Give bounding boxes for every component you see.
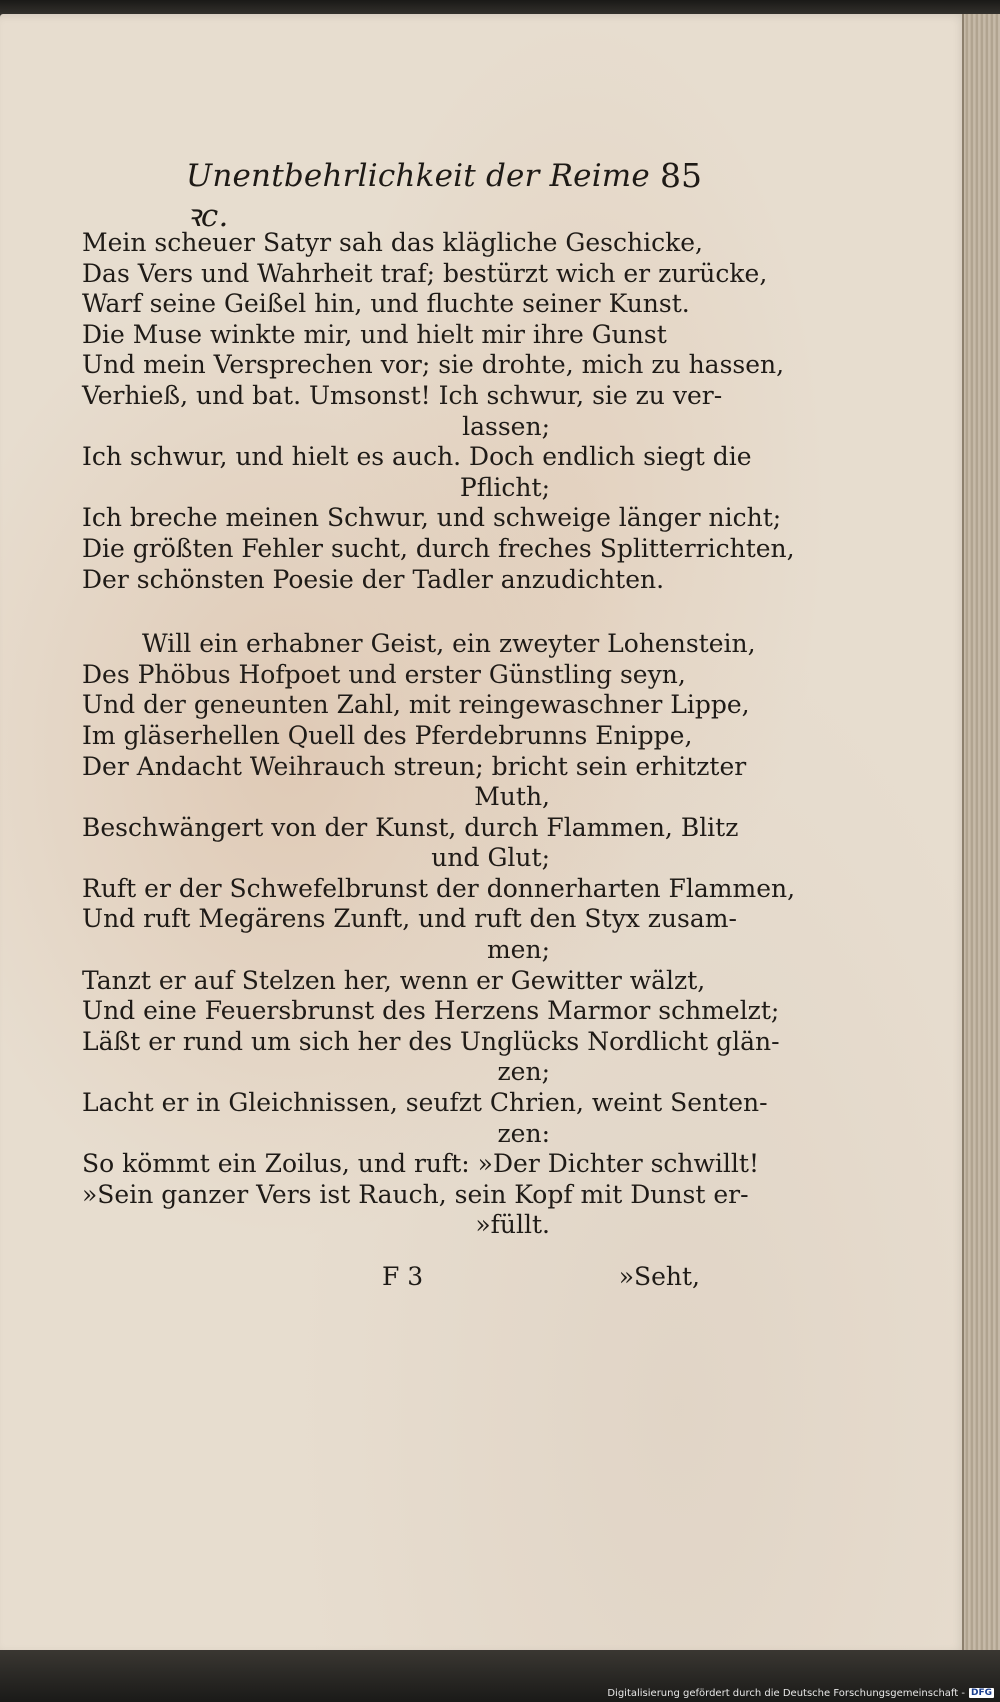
text-line: Ruft er der Schwefelbrunst der donnerharten Flammen,: [82, 873, 796, 903]
stanza-break: [82, 595, 700, 629]
text-line-continuation: »füllt.: [475, 1210, 550, 1240]
text-line: Und der geneunten Zahl, mit reingewaschner Lippe,: [82, 690, 750, 720]
text-line: Warf seine Geißel hin, und fluchte seiner Kunst.: [82, 289, 690, 319]
signature-mark: F 3: [382, 1262, 424, 1291]
poem-text: [82, 228, 796, 1241]
text-line: Und ruft Megärens Zunft, und ruft den Styx zusam-: [82, 904, 737, 934]
text-line: Des Phöbus Hofpoet und erster Günstling seyn,: [82, 659, 686, 689]
text-line: Und mein Versprechen vor; sie drohte, mich zu hassen,: [82, 350, 785, 380]
text-line: Beschwängert von der Kunst, durch Flammen, Blitz: [82, 812, 739, 842]
text-line: Läßt er rund um sich her des Unglücks Nordlicht glän-: [82, 1026, 780, 1056]
text-line: Die größten Fehler sucht, durch freches Splitterrichten,: [82, 533, 795, 563]
text-line: »Sein ganzer Vers ist Rauch, sein Kopf mit Dunst er-: [82, 1179, 749, 1209]
text-line-continuation: zen;: [497, 1057, 550, 1087]
text-line: So kömmt ein Zoilus, und ruft: »Der Dichter schwillt!: [82, 1149, 760, 1179]
page-number: 85: [660, 156, 702, 195]
text-line-continuation: zen:: [497, 1118, 550, 1148]
text-line: Im gläserhellen Quell des Pferdebrunns Enippe,: [82, 720, 693, 750]
text-line-continuation: Muth,: [474, 782, 550, 812]
text-line: Der Andacht Weihrauch streun; bricht sein erhitzter: [82, 751, 747, 781]
dfg-logo: DFG: [970, 1688, 992, 1698]
text-line: Tanzt er auf Stelzen her, wenn er Gewitter wälzt,: [82, 965, 706, 995]
credit-text: Digitalisierung gefördert durch die Deutsche Forschungsgemeinschaft -: [607, 1687, 965, 1699]
text-line: Verhieß, und bat. Umsonst! Ich schwur, sie zu ver-: [82, 380, 723, 410]
text-line: Will ein erhabner Geist, ein zweyter Lohenstein,: [142, 629, 756, 659]
text-line: Das Vers und Wahrheit traf; bestürzt wich er zurücke,: [82, 258, 768, 288]
catchword: »Seht,: [618, 1262, 700, 1291]
text-line-continuation: men;: [486, 935, 550, 965]
page-footer: [82, 1262, 700, 1298]
digitization-credit: [607, 1686, 994, 1700]
text-line: Mein scheuer Satyr sah das klägliche Geschicke,: [82, 228, 703, 257]
text-line: Ich schwur, und hielt es auch. Doch endlich siegt die: [82, 442, 752, 472]
page-header: [186, 152, 702, 234]
text-line: Lacht er in Gleichnissen, seufzt Chrien, weint Senten-: [82, 1088, 768, 1118]
text-line-continuation: und Glut;: [431, 843, 550, 873]
page-edges: [962, 14, 1000, 1654]
running-head: Unentbehrlichkeit der Reime ꝛc.: [186, 158, 650, 234]
text-line-continuation: lassen;: [462, 411, 550, 441]
text-line: Und eine Feuersbrunst des Herzens Marmor schmelzt;: [82, 996, 780, 1026]
text-line-continuation: Pflicht;: [459, 472, 550, 502]
text-line: Die Muse winkte mir, und hielt mir ihre Gunst: [82, 319, 667, 349]
text-line: Ich breche meinen Schwur, und schweige länger nicht;: [82, 503, 782, 533]
text-line: Der schönsten Poesie der Tadler anzudichten.: [82, 564, 665, 594]
